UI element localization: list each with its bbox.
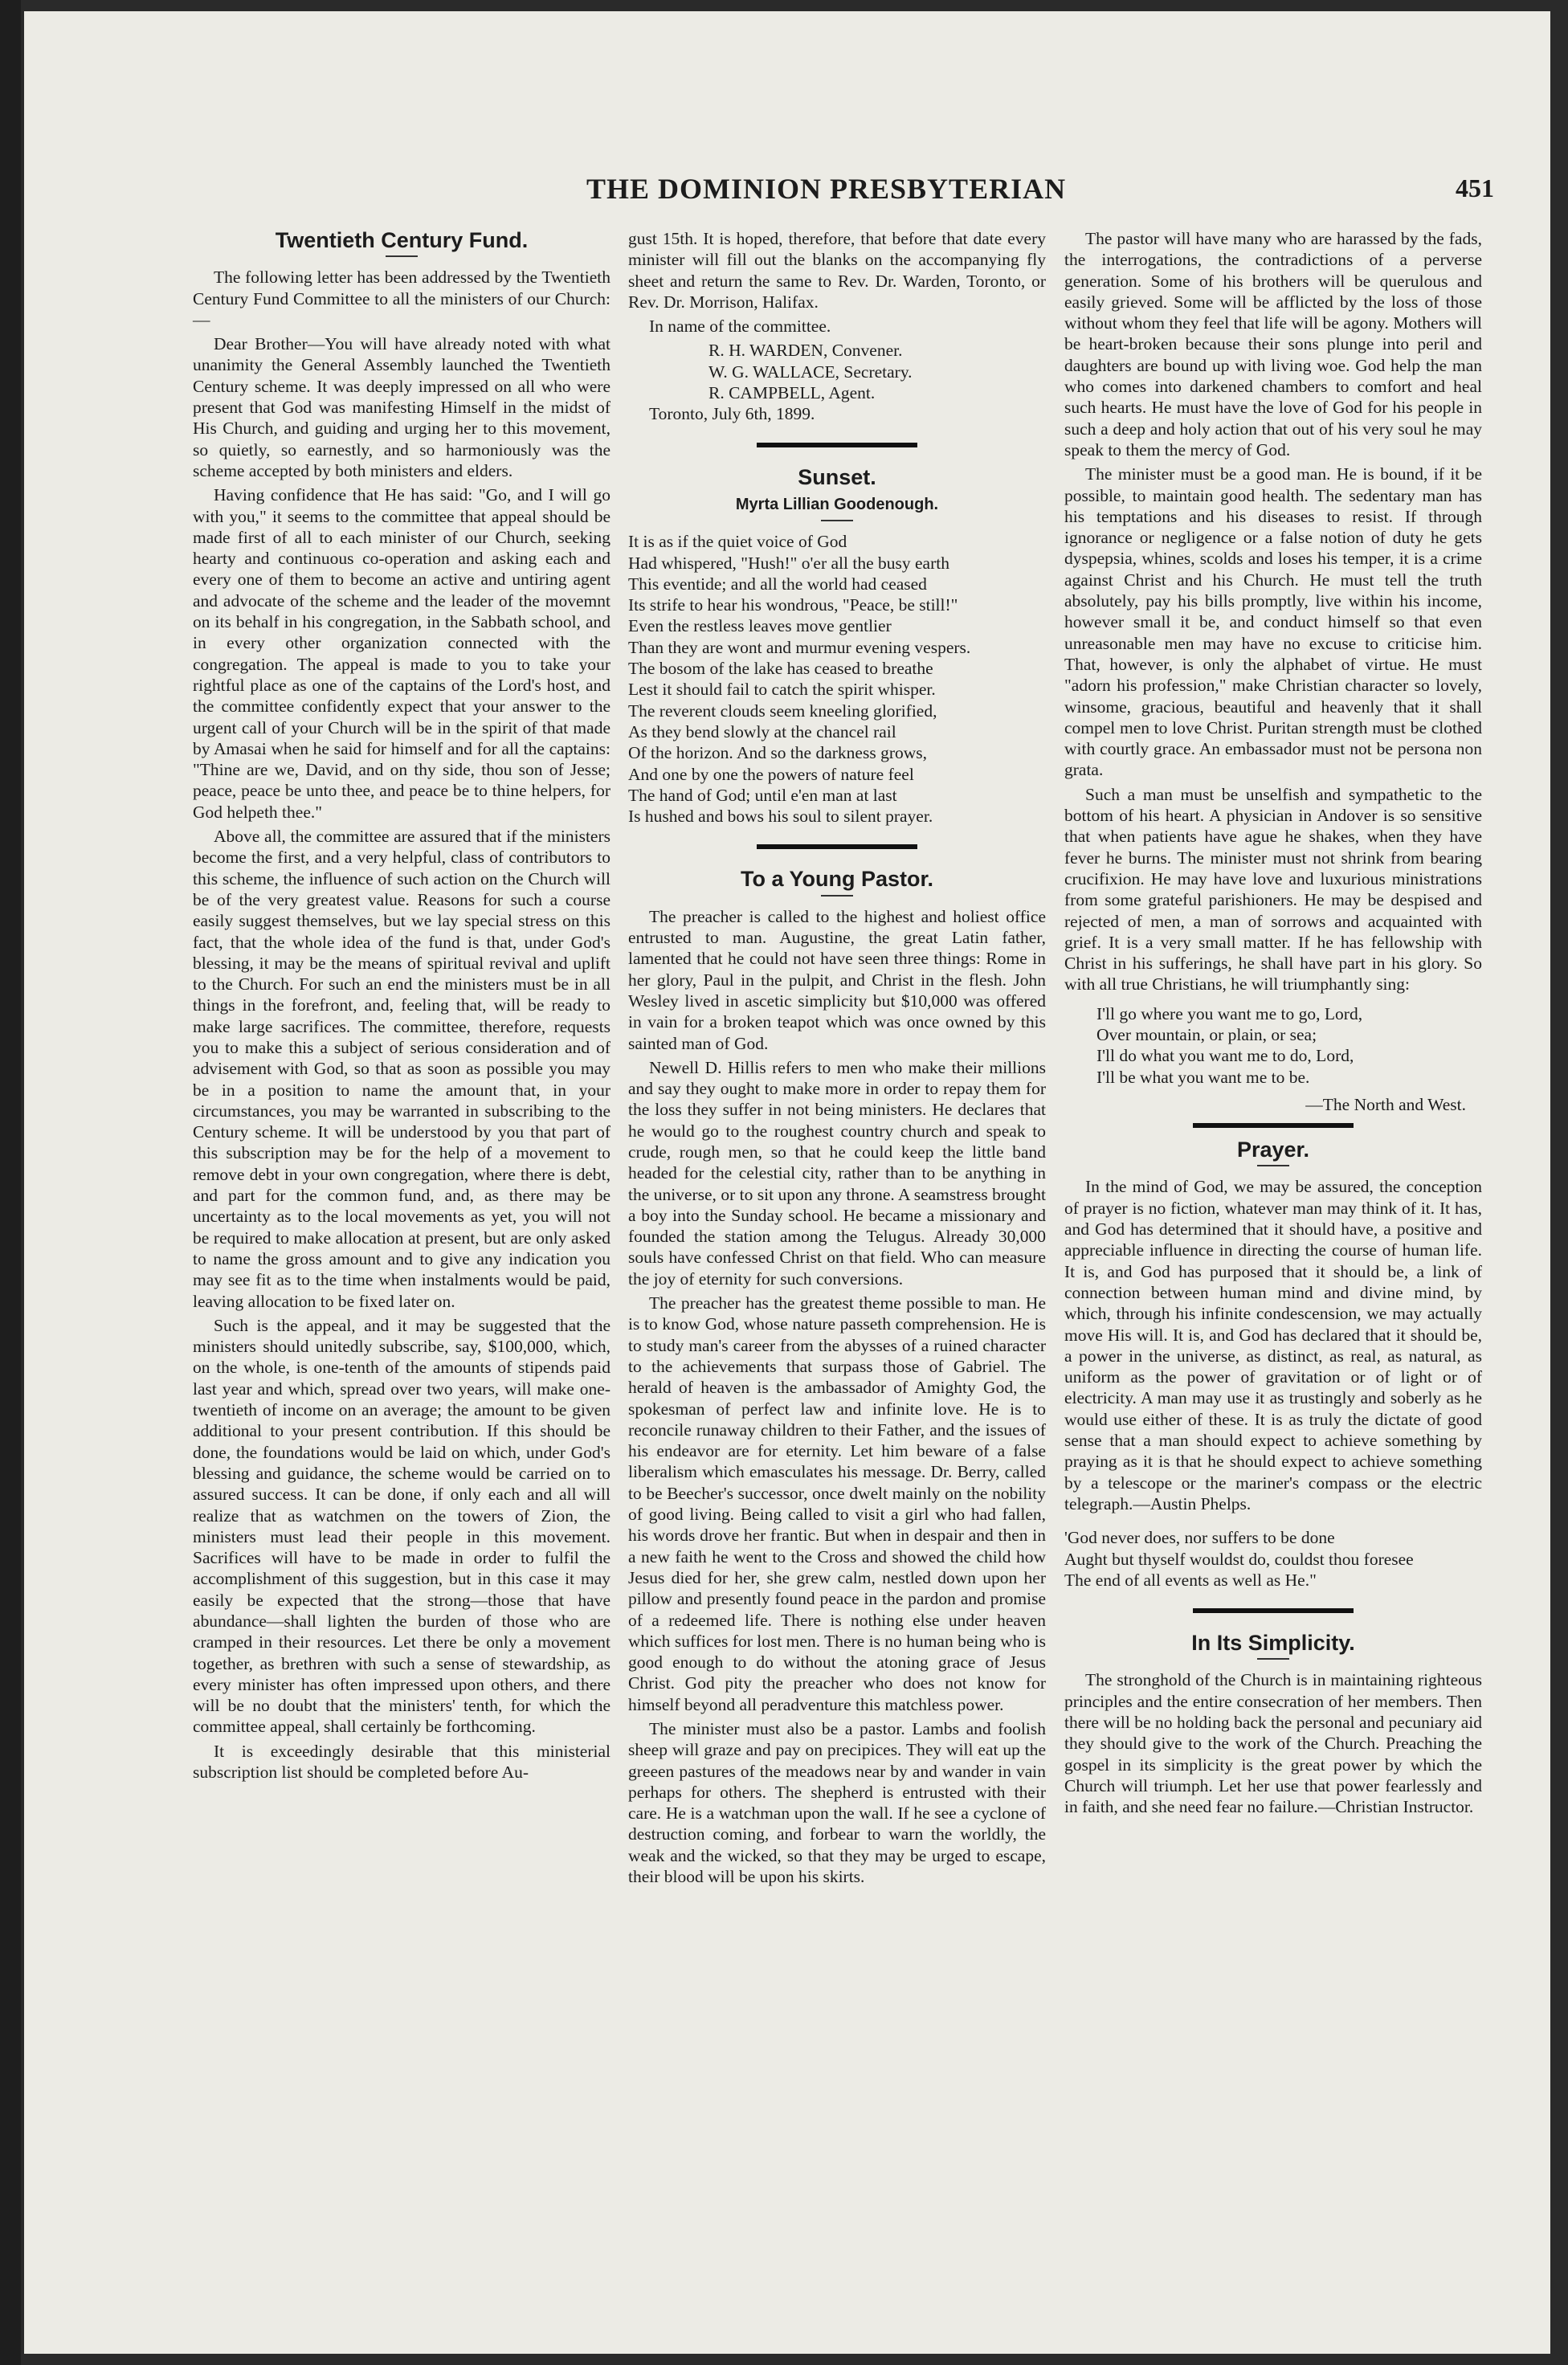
paragraph: The pastor will have many who are harassed by the fads, the interrogations, the contradictions of a perverse generation. Some of his brothers will be querulous and easily grieved. Some will be afflicted by the loss of those without whom they feel that life will be agony. Mothers will be heart-broken because their sons plunge into peril and daughters are bound up with living woe. God help the man who comes into darkened chambers to comfort and heal such hearts. He must have the love of God for his people in such a deep and holy action that out of his very soul he may speak to them the mercy of God.: [1064, 229, 1482, 460]
hymn-verse: [1064, 1003, 1482, 1088]
paragraph: The preacher has the greatest theme possible to man. He is to know God, whose nature passeth comprehension. He is to study man's career from the abysses of a ruined character to the achievements that surpass those of Gabriel. The herald of heaven is the ambassador of Amighty God, the spokesman of perfect law and infinite love. He is to reconcile runaway children to their Father, and the issues of his endeavor are for eternity. Let him beware of a false liberalism which emasculates his message. Dr. Berry, called to be Beecher's successor, once dwelt mainly on the nobility of good living. Being called to visit a girl who had fallen, his words drove her frantic. But when in despair and then in a new faith he went to the Cross and showed the child how Jesus died for her, she grew calm, nestled down upon her pillow and presently found peace in the pardon and promise of a redeemed life. There is nothing else under heaven which suffices for lost men. There is no human being who is good enough to do without the atoning grace of Jesus Christ. God pity the preacher who does not know for himself beyond all peradventure this matchless power.: [628, 1293, 1046, 1714]
poem-line: Had whispered, "Hush!" o'er all the busy earth: [628, 553, 949, 573]
poem-line: Its strife to hear his wondrous, "Peace, be still!": [628, 595, 958, 615]
title-rule: [386, 255, 418, 257]
paragraph: Such a man must be unselfish and sympathetic to the bottom of his heart. A physician in Andover is so sensitive that when patients have ague he shakes, when they have fever he burns. The minister must not shrink from bearing crucifixion. He may have love and luxurious ministrations from some grateful parishioners. He may be despised and rejected of men, a man of sorrows and acquainted with grief. It is a very small matter. If he has fellowship with Christ in his sufferings, he shall have part in his glory. So with all true Christians, he will triumphantly sing:: [1064, 784, 1482, 995]
poem-line: And one by one the powers of nature feel: [628, 764, 914, 784]
verse-line: The end of all events as well as He.": [1064, 1570, 1317, 1590]
poem-line: The hand of God; until e'en man at last: [628, 785, 897, 805]
section-rule: [757, 443, 917, 447]
paragraph: It is exceedingly desirable that this ministerial subscription list should be completed before Au-: [193, 1741, 610, 1783]
masthead-title: THE DOMINION PRESBYTERIAN: [586, 173, 1067, 205]
paragraph: The stronghold of the Church is in maintaining righteous principles and the entire consecration of her members. Then there will be no holding back the personal and pecuniary aid they should give to the work of the Church. Preaching the gospel in its simplicity is the great power by which the Church will triumph. Let her use that power fearlessly and in faith, and she need fear no failure.—Christian Instructor.: [1064, 1670, 1482, 1817]
poem-line: As they bend slowly at the chancel rail: [628, 721, 896, 741]
signature: W. G. WALLACE, Secretary.: [708, 361, 913, 382]
paragraph: The minister must be a good man. He is bound, if it be possible, to maintain good health. The sedentary man has his temptations and his diseases to resist. If through ignorance or negligence or a false notion of duty he gets dyspepsia, whines, scolds and loses his temper, it is a crime against Christ and his Church. He must tell the truth absolutely, pay his bills promptly, live within his income, however small it be, and conduct himself so that even unreasonable men may have no excuse to criticise him. That, however, is only the alphabet of virtue. He must "adorn his profession," make Christian character so lovely, winsome, gracious, beautiful and heavenly that it shall compel men to love Christ. Puritan strength must be clothed with courtly grace. An embassador must not be persona non grata.: [1064, 464, 1482, 780]
paragraph: The following letter has been addressed by the Twentieth Century Fund Committee to all the ministers of our Church:—: [193, 268, 610, 329]
poem-line: Is hushed and bows his soul to silent prayer.: [628, 807, 933, 827]
author-byline: Myrta Lillian Goodenough.: [735, 495, 939, 513]
signature: R. CAMPBELL, Agent.: [708, 383, 876, 403]
section-rule: [1193, 1608, 1354, 1613]
hymn-attribution: —The North and West.: [1305, 1094, 1466, 1114]
scan-edge: [0, 0, 21, 2365]
column-1: [193, 228, 610, 1786]
poem-line: The reverent clouds seem kneeling glorified,: [628, 701, 937, 721]
verse-quote: [1064, 1527, 1482, 1591]
article-title-young-pastor: To a Young Pastor.: [740, 867, 934, 892]
hymn-line: I'll go where you want me to go, Lord,: [1096, 1003, 1363, 1023]
verse-line: Aught but thyself wouldst do, couldst thou foresee: [1064, 1549, 1414, 1569]
paragraph: Newell D. Hillis refers to men who make their millions and say they ought to make more in order to repay them for the loss they suffer in not being ministers. He declares that he would go to the roughest country church and speak to crude, rough men, so that he could keep the little band headed for the celestial city, rather than to be anything in the universe, or to sit upon any throne. A seamstress brought a boy into the Sunday school. He became a missionary and founded the station among the Telugus. Already 30,000 souls have confessed Christ on that field. Who can measure the joy of eternity for such conversions.: [628, 1057, 1046, 1289]
hymn-line: I'll do what you want me to do, Lord,: [1096, 1046, 1354, 1066]
paragraph: Above all, the committee are assured that if the ministers become the first, and a very helpful, class of contributors to this scheme, the influence of such action on the Church will be of the very greatest value. Reasons for such a course easily suggest themselves, but we lay special stress on this fact, that the whole idea of the fund is that, under God's blessing, it may be the means of spiritual revival and uplift to the Church. For such an end the ministers must be in all things in the forefront, and, feeling that, will be ready to make large sacrifices. The committee, therefore, requests you to make this a subject of serious consideration and of advisement with God, so that as soon as possible you may be in a position to name the amount that, in your circumstances, you may be warranted in subscribing to the Century scheme. It will be understood by you that part of this subscription may be for the help of a movement to remove debt in your own congregation, where there is debt, and part for the common fund, and, as there may be uncertainty as to the local movements as yet, you will not be required to make allocation at present, but are only asked to name the gross amount and to give any indication you may see fit as to the time when instalments would be paid, leaving allocation to be fixed later on.: [193, 827, 610, 1311]
column-3: [1064, 228, 1482, 1820]
hymn-line: Over mountain, or plain, or sea;: [1096, 1024, 1317, 1044]
section-rule: [757, 844, 917, 849]
poem-line: Even the restless leaves move gentlier: [628, 616, 892, 636]
title-rule: [821, 895, 853, 897]
poem-line: Of the horizon. And so the darkness grows,: [628, 743, 928, 763]
paragraph: The minister must also be a pastor. Lambs and foolish sheep will graze and pay on precipices. They will eat up the greeen pastures of the meadows near by and wander in vain perhaps for others. The shepherd is entrusted with their care. He is a watchman upon the wall. If he see a cyclone of destruction coming, and forbear to warn the worldly, the weak and the wicked, so that they may be urged to escape, their blood will be upon his skirts.: [628, 1719, 1046, 1887]
dateline: Toronto, July 6th, 1899.: [649, 404, 815, 424]
poem-line: This eventide; and all the world had ceased: [628, 574, 927, 594]
signature: R. H. WARDEN, Convener.: [708, 341, 903, 361]
column-2: [628, 228, 1046, 1890]
title-rule: [1257, 1658, 1289, 1660]
verse-line: 'God never does, nor suffers to be done: [1064, 1528, 1335, 1548]
paragraph: Dear Brother—You will have already noted with what unanimity the General Assembly launched the Twentieth Century scheme. It was deeply impressed on all who were present that God was manifesting Himself in the midst of His Church, and guiding and urging her to this movement, so quietly, so earnestly, and so harmoniously was the scheme accepted by both ministers and elders.: [193, 334, 610, 480]
title-rule: [1257, 1165, 1289, 1166]
newspaper-page: [24, 11, 1550, 2354]
poem-line: Lest it should fail to catch the spirit whisper.: [628, 680, 936, 700]
page-number: 451: [1456, 174, 1494, 202]
paragraph: gust 15th. It is hoped, therefore, that before that date every minister will fill out the blanks on the accompanying fly sheet and return the same to Rev. Dr. Warden, Toronto, or Rev. Dr. Morrison, Halifax.: [628, 229, 1046, 312]
article-title-twentieth-century-fund: Twentieth Century Fund.: [275, 228, 529, 252]
page-header: [24, 172, 1550, 220]
article-title-sunset: Sunset.: [798, 464, 876, 489]
paragraph: Having confidence that He has said: "Go, and I will go with you," it seems to the committee that appeal should be made first of all to each minister of our Church, seeking hearty and continuous co-operation and asking each and every one of them to become an active and untiring agent and advocate of the scheme and the leader of the movemnt on its behalf in his congregation, in the Sabbath school, and in every other organization connected with the congregation. The appeal is made to you to take your rightful place as one of the captains of the Lord's host, and the committee confidently expect that your answer to the urgent call of your Church will be in the spirit of that made by Amasai when he said for himself and for all the captains: "Thine are we, David, and on thy side, thou son of Jesse; peace, peace be unto thee, and peace be to thine helpers, for God helpeth thee.": [193, 485, 610, 822]
section-rule: [1193, 1123, 1354, 1128]
poem-line: It is as if the quiet voice of God: [628, 532, 847, 552]
paragraph: In the mind of God, we may be assured, the conception of prayer is no fiction, whatever man may think of it. It has, and God has determined that it should have, a positive and appreciable influence in directing the course of human life. It is, and God has purposed that it should be, a link of connection between human mind and divine mind, by which, through his infinite condescension, we may actually move His will. It is, and God has declared that it should be, a power in the universe, as distinct, as real, as natural, as uniform as the power of gravitation or of light or of electricity. A man may use it as trustingly and soberly as he would use either of these. It is as truly the dictate of good sense that a man should expect to achieve something by praying as it is that he should expect to achieve something by a telescope or the mariner's compass or the electric telegraph.—Austin Phelps.: [1064, 1177, 1482, 1513]
article-title-prayer: Prayer.: [1236, 1138, 1310, 1162]
article-title-in-its-simplicity: In Its Simplicity.: [1191, 1631, 1355, 1656]
poem-line: The bosom of the lake has ceased to breathe: [628, 659, 933, 679]
poem-line: Than they are wont and murmur evening vespers.: [628, 637, 971, 657]
paragraph: Such is the appeal, and it may be suggested that the ministers should unitedly subscribe, say, $100,000, which, on the whole, is one-tenth of the amounts of stipends paid last year and which, spread over two years, will make one-twentieth of income on an average; the amount to be given additional to your present contribution. If this should be done, the foundations would be laid on which, under God's blessing and guidance, the scheme would be carried on to assured success. It can be done, if only each and all will realize that as watchmen on the towers of Zion, the ministers must lead their people in this movement. Sacrifices will have to be made in order to fulfil the accomplishment of this suggestion, but in this case it may easily be expected that the strong—those that have abundance—shall lighten the burden of those who are cramped in their resources. Let there be only a movement together, as brethren with such a sense of stewardship, as every minister has often impressed upon others, and there will be no doubt that the ministers' tenth, for which the committee appeal, shall certainly be forthcoming.: [193, 1315, 610, 1737]
committee-line: In name of the committee.: [649, 317, 831, 337]
title-rule: [821, 520, 853, 521]
poem-sunset: [628, 531, 1046, 827]
hymn-line: I'll be what you want me to be.: [1096, 1067, 1310, 1087]
paragraph: The preacher is called to the highest and holiest office entrusted to man. Augustine, the great Latin father, lamented that he could not have seen three things: Rome in her glory, Paul in the pulpit, and Christ in the flesh. John Wesley lived in ascetic simplicity but $10,000 was offered in vain for a broken teapot which was once owned by this sainted man of God.: [628, 906, 1046, 1053]
